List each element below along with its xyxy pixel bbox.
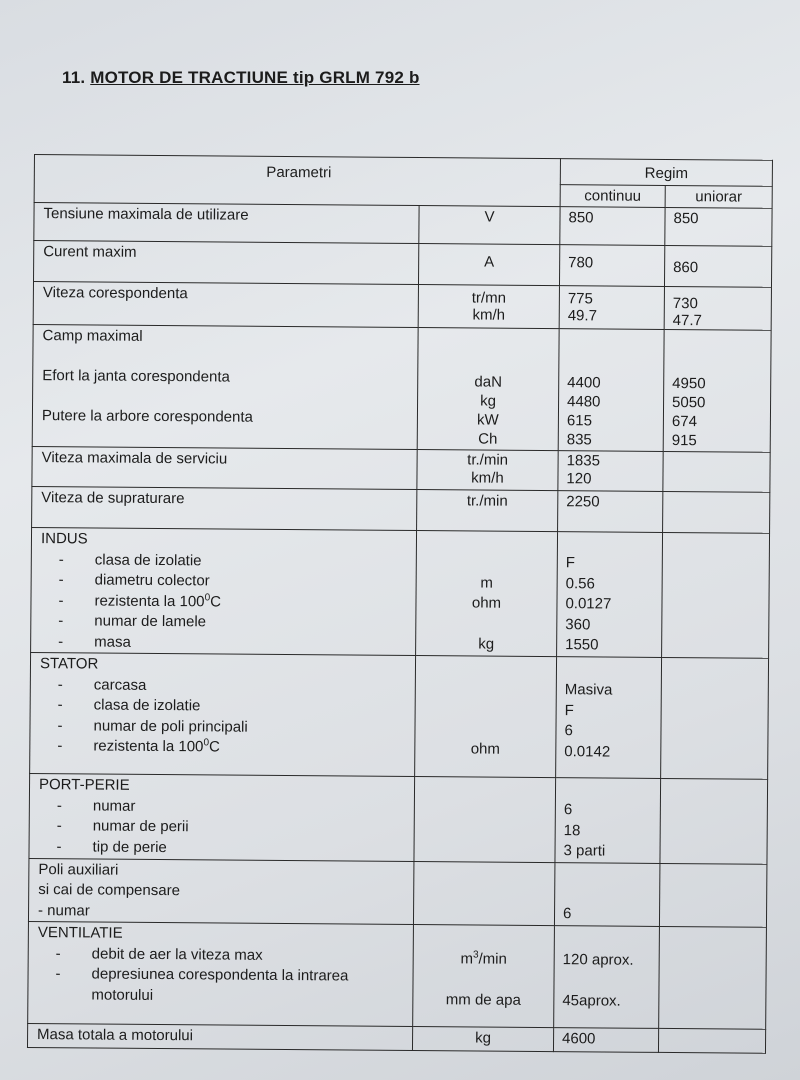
- unit-viteza-kmh: km/h: [472, 306, 506, 324]
- header-continuu: continuu: [560, 184, 665, 207]
- stator-item-rezistenta: rezistenta la 100: [93, 737, 204, 756]
- row-indus: [31, 527, 770, 658]
- label-supraturare: Viteza de supraturare: [32, 486, 417, 530]
- indus-dash: -: [58, 632, 64, 650]
- value-tensiune-continuu: 850: [560, 207, 665, 246]
- stator-item-poli: numar de poli principali: [93, 716, 248, 736]
- stator-item-clasa: clasa de izolatie: [93, 696, 201, 715]
- portperie-item-numar: numar: [92, 796, 136, 815]
- value-portperie-perii: 18: [563, 821, 581, 839]
- value-curent-continuu: 780: [559, 245, 664, 287]
- document-title: [62, 68, 420, 88]
- unit-ventilatie-debit: $m^3/\min$: [460, 949, 507, 968]
- portperie-dash: -: [56, 796, 62, 814]
- label-efort-janta: Efort la janta corespondenta: [42, 367, 230, 386]
- value-viteza-max-c1: 1835: [566, 452, 601, 470]
- unit-supraturare: tr./min: [417, 490, 558, 532]
- value-stator-carcasa: Masiva: [564, 681, 613, 699]
- indus-item-rezistenta: rezistenta la 100: [94, 591, 205, 610]
- value-portperie-tip: 3 parti: [563, 842, 606, 860]
- label-poli-numar: - numar: [37, 901, 90, 919]
- value-stator-poli: 6: [564, 722, 573, 740]
- indus-dash: -: [58, 571, 64, 589]
- indus-item-diametru: diametru colector: [94, 571, 210, 590]
- ventilatie-item-depresiune: depresiunea corespondenta la intrarea: [91, 965, 349, 985]
- label-stator: STATOR: [39, 655, 99, 673]
- value-camp-u-dan: 4950: [672, 375, 706, 393]
- row-stator: [30, 652, 769, 779]
- indus-item-clasa: clasa de izolatie: [94, 550, 202, 569]
- stator-dash: -: [57, 675, 63, 693]
- title-name: MOTOR DE TRACTIUNE tip GRLM 792 b: [90, 68, 420, 87]
- value-indus-lamele: 360: [565, 615, 591, 633]
- value-poli-numar: 6: [554, 862, 659, 926]
- value-viteza-u2: 47.7: [672, 312, 702, 330]
- unit-camp-ch: Ch: [478, 430, 498, 448]
- row-viteza: [33, 282, 771, 331]
- value-camp-u-kg: 5050: [672, 394, 706, 412]
- value-camp-c-dan: 4400: [567, 374, 601, 392]
- value-camp-c-kw: 615: [566, 412, 593, 430]
- value-camp-u-ch: 915: [671, 432, 697, 450]
- label-tensiune: Tensiune maximala de utilizare: [34, 203, 419, 244]
- label-putere-arbore: Putere la arbore corespondenta: [41, 407, 253, 426]
- value-viteza-u1: 730: [672, 295, 698, 313]
- label-masa-totala: Masa totala a motorului: [27, 1023, 412, 1050]
- value-stator-clasa: F: [564, 701, 574, 719]
- unit-indus-lamele: [420, 614, 552, 636]
- unit-viteza-max-kmh: km/h: [471, 469, 504, 487]
- label-curent: Curent maxim: [33, 241, 418, 285]
- label-portperie: PORT-PERIE: [38, 776, 130, 794]
- stator-degree-c: C: [208, 738, 220, 756]
- label-poli-auxiliari: Poli auxiliari: [38, 860, 119, 879]
- ventilatie-item-motorului: motorului: [91, 985, 154, 1004]
- ventilatie-dash: -: [55, 965, 61, 983]
- value-stator-rezistenta: 0.0142: [564, 742, 611, 761]
- row-poli-auxiliari: [28, 858, 766, 927]
- indus-dash: -: [58, 591, 64, 609]
- ventilatie-dash: -: [55, 944, 61, 962]
- row-curent: [33, 241, 771, 288]
- label-indus: INDUS: [40, 530, 88, 548]
- unit-tensiune: V: [419, 206, 560, 245]
- indus-dash: -: [58, 550, 64, 568]
- portperie-item-tip: tip de perie: [92, 837, 167, 856]
- unit-indus-diametru: m: [480, 574, 493, 592]
- header-parametri: Parametri: [34, 155, 560, 207]
- portperie-item-perii: numar de perii: [92, 817, 189, 836]
- indus-degree: 0: [204, 591, 211, 603]
- value-supraturare: 2250: [558, 491, 663, 533]
- unit-indus-clasa: [421, 552, 553, 574]
- label-viteza: Viteza corespondenta: [33, 282, 418, 328]
- value-camp-c-kg: 4480: [567, 393, 601, 411]
- label-viteza-max: Viteza maximala de serviciu: [32, 446, 417, 489]
- unit-viteza-max-rot: tr./min: [467, 451, 509, 469]
- value-viteza-max-c2: 120: [566, 470, 592, 488]
- value-tensiune-uniorar: 850: [665, 207, 772, 246]
- value-viteza-c1: 775: [567, 290, 593, 308]
- spec-table-sheet: [27, 154, 772, 1048]
- value-ventilatie-depresiune: 45aprox.: [562, 991, 621, 1010]
- portperie-dash: -: [56, 837, 62, 855]
- value-camp-u-kw: 674: [671, 413, 698, 431]
- row-portperie: [29, 773, 768, 863]
- stator-dash: -: [57, 696, 63, 714]
- header-regim: Regim: [560, 159, 772, 186]
- value-indus-rezistenta: 0.0127: [565, 595, 612, 613]
- unit-curent: A: [418, 244, 559, 286]
- value-indus-diametru: 0.56: [565, 574, 595, 592]
- value-viteza-c2: 49.7: [567, 307, 598, 325]
- label-camp-maximal: Camp maximal: [42, 327, 143, 345]
- value-portperie-numar: 6: [563, 801, 573, 819]
- unit-masa-totala: kg: [412, 1027, 553, 1052]
- ventilatie-item-debit: debit de aer la viteza max: [91, 944, 263, 964]
- unit-viteza-rot: tr/mn: [471, 289, 507, 307]
- label-ventilatie: VENTILATIE: [37, 924, 123, 942]
- indus-degree-c: C: [210, 592, 222, 610]
- unit-stator-rezistenta: ohm: [470, 740, 501, 758]
- value-ventilatie-debit: 120 aprox.: [562, 951, 634, 969]
- indus-item-lamele: numar de lamele: [94, 612, 207, 631]
- unit-camp-dan: daN: [474, 373, 503, 391]
- stator-degree: 0: [203, 737, 210, 749]
- unit-indus-rezistenta: ohm: [471, 594, 502, 612]
- indus-item-masa: masa: [94, 632, 131, 651]
- value-indus-masa: 1550: [565, 636, 599, 654]
- spec-table: [27, 154, 773, 1054]
- unit-indus-masa: kg: [478, 635, 495, 653]
- indus-dash: -: [58, 612, 64, 630]
- row-camp: [32, 324, 771, 452]
- value-indus-clasa: F: [565, 554, 576, 572]
- header-uniorar: uniorar: [665, 185, 772, 208]
- unit-camp-kw: kW: [477, 411, 499, 429]
- label-cai-compensare: si cai de compensare: [38, 881, 181, 900]
- row-tensiune: [34, 203, 772, 247]
- unit-camp-kg: kg: [480, 392, 497, 410]
- row-masa-totala: [27, 1023, 765, 1053]
- row-viteza-max: [32, 446, 770, 492]
- title-number: 11.: [62, 68, 86, 87]
- stator-dash: -: [57, 737, 63, 755]
- unit-ventilatie-apa: mm de apa: [445, 990, 521, 1009]
- portperie-dash: -: [56, 817, 62, 835]
- row-ventilatie: [28, 921, 767, 1029]
- value-camp-c-ch: 835: [566, 431, 592, 449]
- value-masa-totala: 4600: [553, 1028, 658, 1053]
- value-curent-uniorar: 860: [664, 245, 771, 287]
- row-supraturare: [32, 486, 770, 533]
- stator-item-carcasa: carcasa: [93, 675, 147, 694]
- stator-dash: -: [57, 716, 63, 734]
